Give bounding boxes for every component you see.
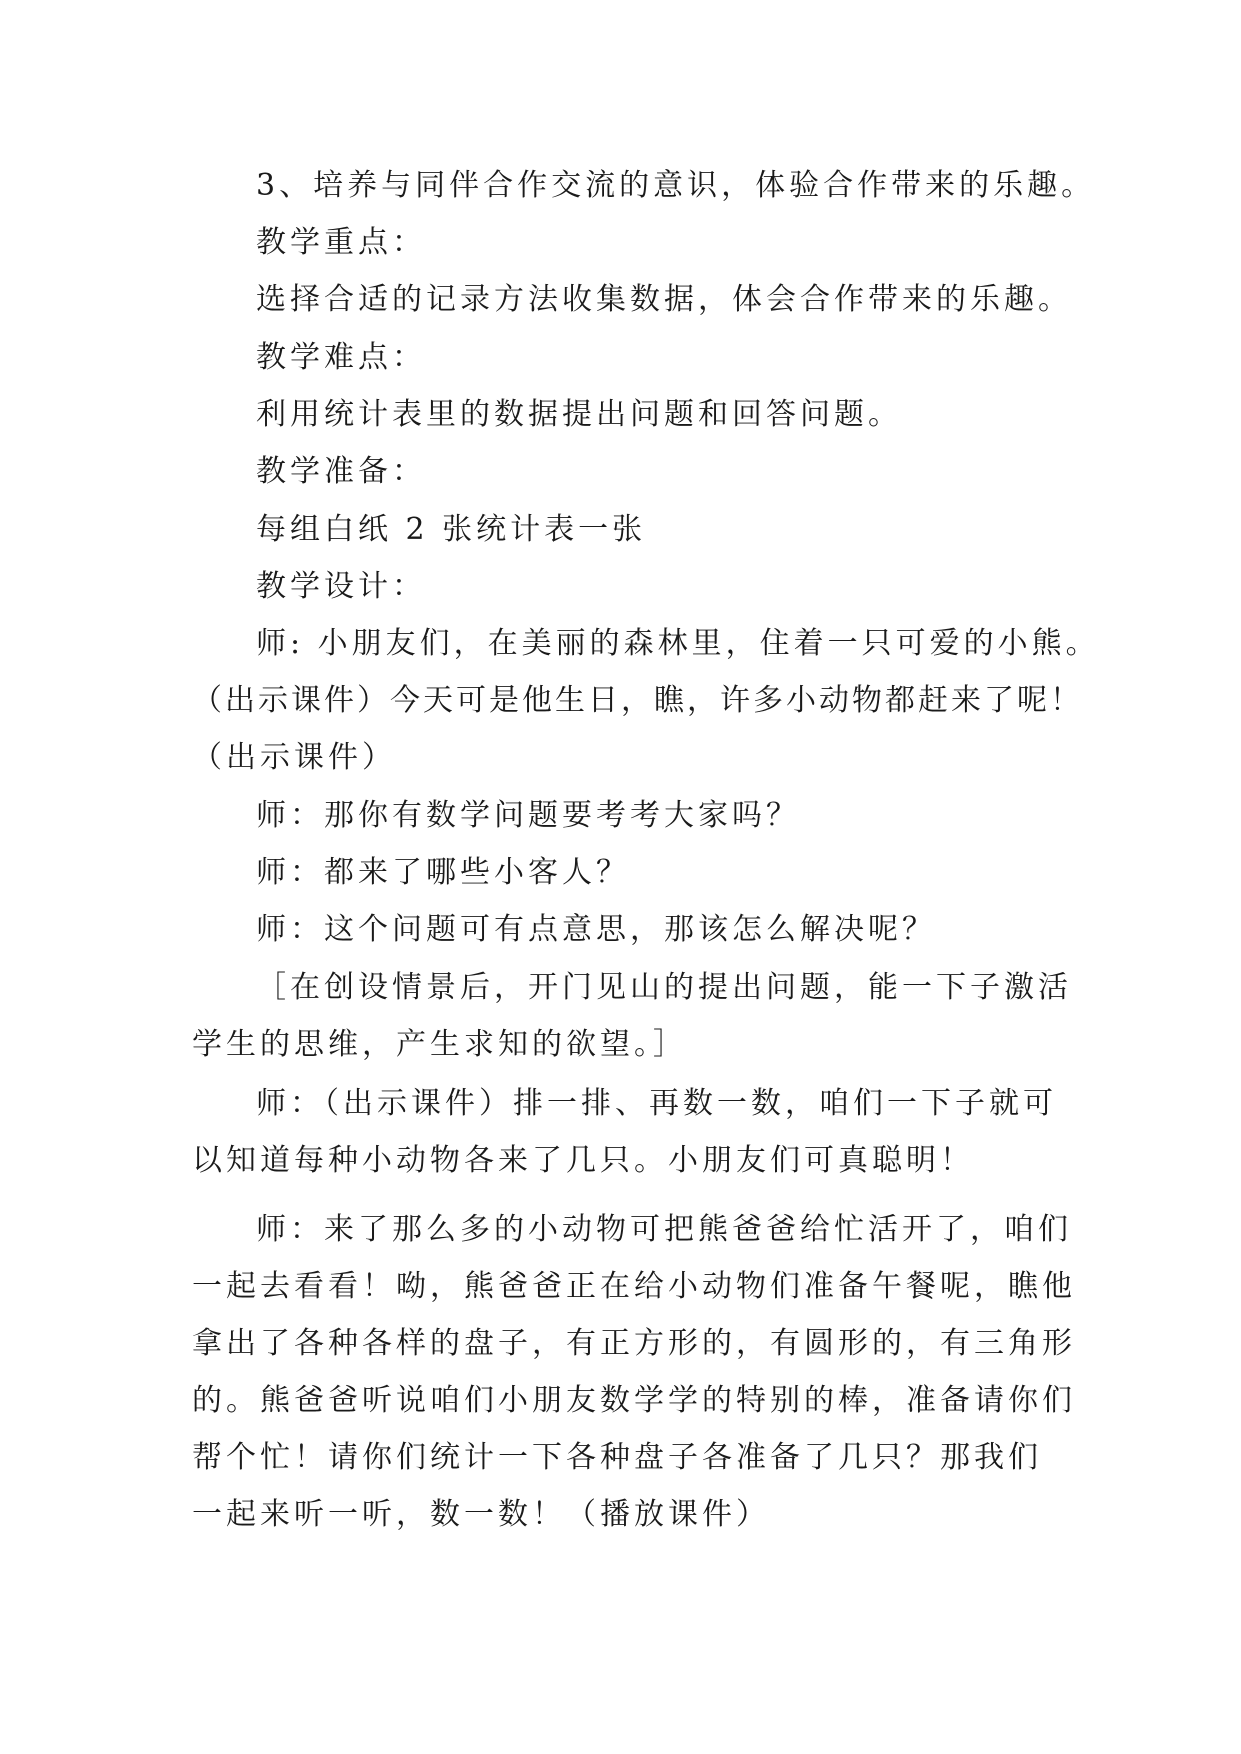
- paragraph-line: 每组白纸 2 张统计表一张: [256, 512, 647, 547]
- paragraph-line: （出示课件）今天可是他生日，瞧，许多小动物都赶来了呢！: [192, 683, 1083, 718]
- paragraph-line: 一起去看看！呦，熊爸爸正在给小动物们准备午餐呢，瞧他: [192, 1269, 1076, 1304]
- paragraph-line: ［在创设情景后，开门见山的提出问题，能一下子激活: [256, 970, 1072, 1005]
- paragraph-line: 师：这个问题可有点意思，那该怎么解决呢？: [256, 912, 936, 947]
- paragraph-line: 师：那你有数学问题要考考大家吗？: [256, 798, 800, 833]
- paragraph-line: 一起来听一听，数一数！（播放课件）: [192, 1497, 770, 1532]
- paragraph-line: 教学准备：: [256, 454, 426, 489]
- paragraph-line: 教学重点：: [256, 225, 426, 260]
- paragraph-line: 师：（出示课件）排一排、再数一数，咱们一下子就可: [256, 1086, 1057, 1121]
- paragraph-line: 帮个忙！请你们统计一下各种盘子各准备了几只？那我们: [192, 1440, 1042, 1475]
- paragraph-line: 师：都来了哪些小客人？: [256, 855, 630, 890]
- paragraph-line: 的。熊爸爸听说咱们小朋友数学学的特别的棒，准备请你们: [192, 1383, 1076, 1418]
- paragraph-line: （出示课件）: [192, 740, 396, 775]
- paragraph-line: 教学难点：: [256, 340, 426, 375]
- paragraph-line: 选择合适的记录方法收集数据，体会合作带来的乐趣。: [256, 282, 1072, 317]
- paragraph-line: 教学设计：: [256, 569, 426, 604]
- paragraph-line: 师: 小朋友们，在美丽的森林里，住着一只可爱的小熊。: [256, 626, 1100, 661]
- paragraph-line: 拿出了各种各样的盘子，有正方形的，有圆形的，有三角形: [192, 1326, 1076, 1361]
- paragraph-line: 师：来了那么多的小动物可把熊爸爸给忙活开了，咱们: [256, 1212, 1072, 1247]
- paragraph-line: 以知道每种小动物各来了几只。小朋友们可真聪明！: [192, 1143, 974, 1178]
- paragraph-line: 3、培养与同伴合作交流的意识，体验合作带来的乐趣。: [256, 168, 1096, 203]
- paragraph-line: 学生的思维，产生求知的欲望。］: [192, 1027, 687, 1062]
- paragraph-line: 利用统计表里的数据提出问题和回答问题。: [256, 397, 902, 432]
